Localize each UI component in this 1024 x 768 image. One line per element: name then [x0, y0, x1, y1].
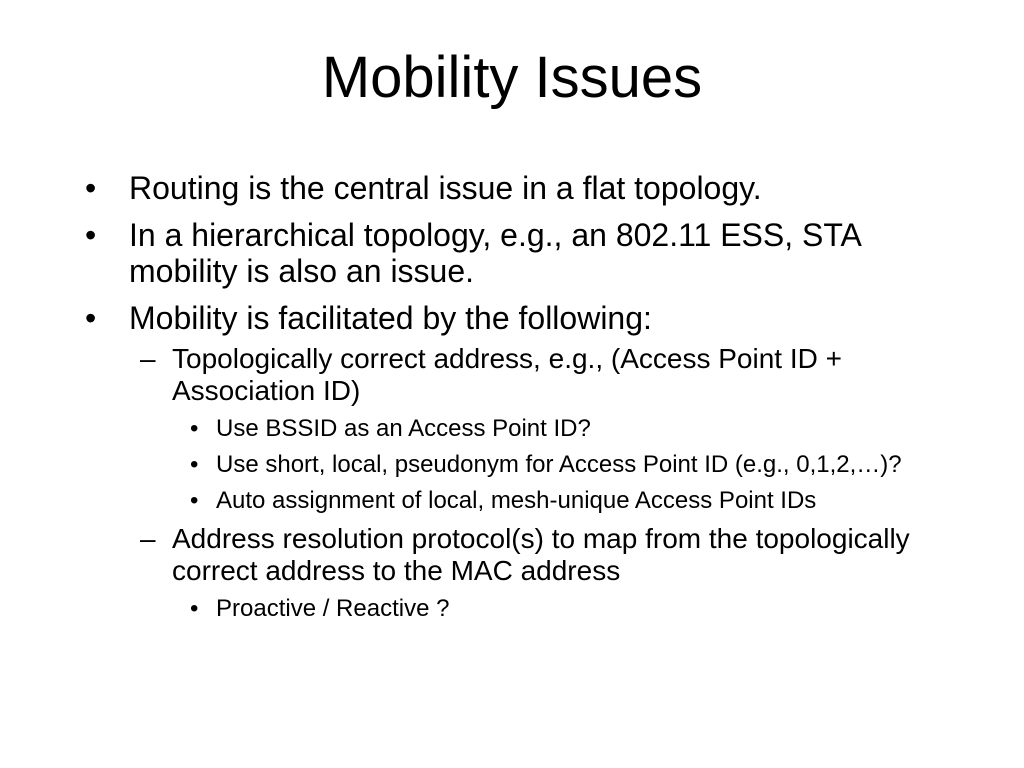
sub-bullet-text: Topologically correct address, e.g., (Access Point ID + Association ID)	[172, 343, 842, 406]
bullet-marker: •	[85, 217, 97, 253]
sub-sub-bullet-proactive	[85, 595, 965, 623]
bullet-text: Routing is the central issue in a flat topology.	[129, 170, 762, 206]
sub-sub-bullet-text: Use BSSID as an Access Point ID?	[216, 415, 591, 442]
sub-bullet-text: Address resolution protocol(s) to map from the topologically correct address to the MAC address	[172, 523, 910, 586]
sub-sub-bullet-text: Use short, local, pseudonym for Access Point ID (e.g., 0,1,2,…)?	[216, 451, 902, 478]
sub-sub-bullet-bssid	[85, 415, 965, 443]
slide-title: Mobility Issues	[321, 45, 703, 110]
bullet-mobility-facilitated	[85, 300, 965, 336]
sub-bullet-address-resolution	[85, 523, 965, 587]
sub-list-addressing	[85, 343, 965, 623]
bullet-marker: •	[190, 415, 199, 442]
sub-sub-bullet-text: Proactive / Reactive ?	[216, 595, 450, 622]
bullet-list	[85, 170, 965, 336]
bullet-text: In a hierarchical topology, e.g., an 802.11 ESS, STA mobility is also an issue.	[129, 217, 861, 289]
dash-marker: –	[140, 343, 156, 374]
bullet-routing	[85, 170, 965, 206]
bullet-marker: •	[190, 595, 199, 622]
bullet-marker: •	[190, 487, 199, 514]
sub-bullet-topological-address	[85, 343, 965, 407]
sub-sub-bullet-pseudonym	[85, 451, 965, 479]
sub-sub-bullet-text: Auto assignment of local, mesh-unique Access Point IDs	[216, 487, 817, 514]
bullet-marker: •	[190, 451, 199, 478]
bullet-marker: •	[85, 170, 97, 206]
bullet-marker: •	[85, 300, 97, 336]
bullet-text: Mobility is facilitated by the following:	[129, 300, 652, 336]
dash-marker: –	[140, 523, 156, 554]
sub-sub-bullet-auto-assignment	[85, 487, 965, 515]
bullet-hierarchical	[85, 217, 965, 289]
slide-body	[85, 170, 965, 631]
